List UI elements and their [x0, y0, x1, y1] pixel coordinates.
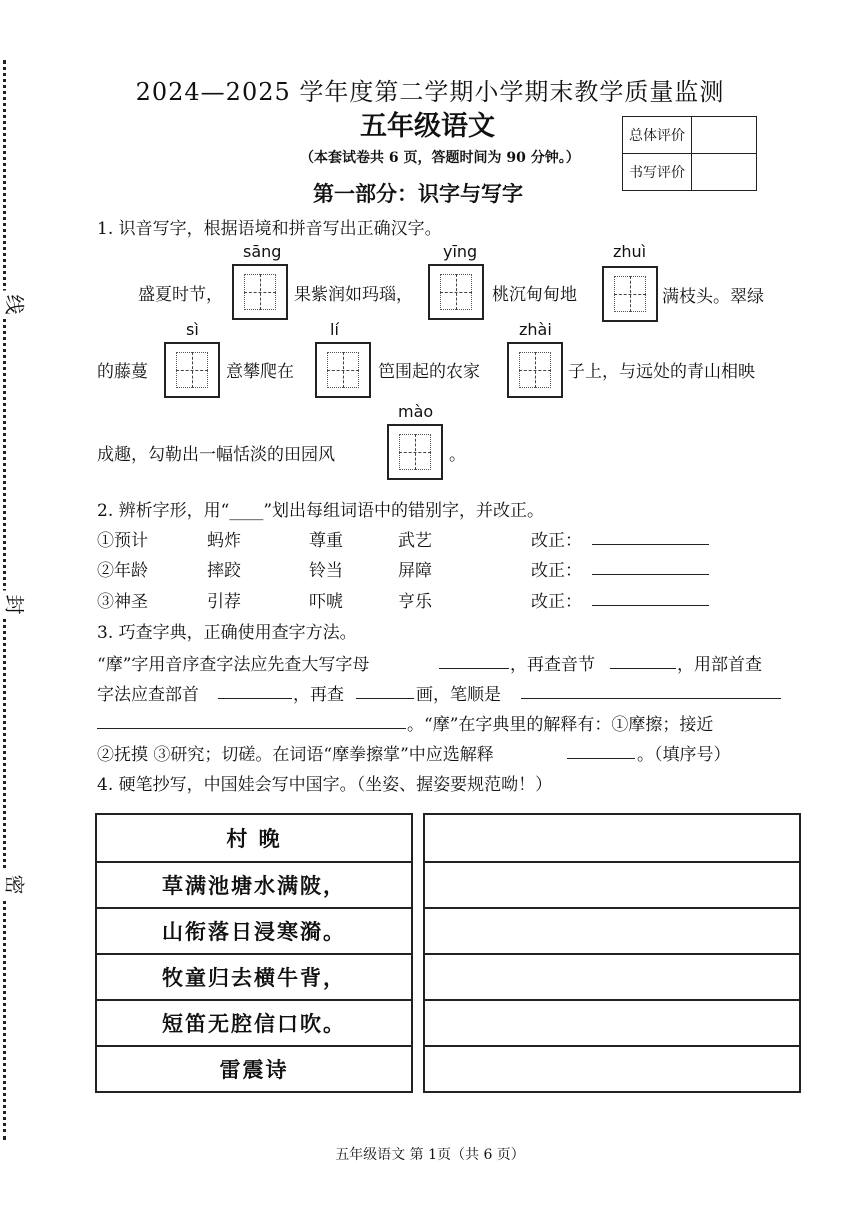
copy-row-1[interactable] — [425, 815, 799, 861]
grading-value-writing[interactable] — [692, 154, 757, 191]
q1-text-6: 意攀爬在 — [226, 362, 294, 382]
q1-text-7: 笆围起的农家 — [378, 362, 480, 382]
q3-stroke-order-blank[interactable] — [521, 680, 781, 699]
grading-value-overall[interactable] — [692, 117, 757, 154]
copy-row-4[interactable] — [425, 953, 799, 999]
poem-author: 雷震诗 — [97, 1045, 411, 1091]
q2-row3-word2: 引荐 — [207, 592, 241, 612]
poem-line-4: 短笛无腔信口吹。 — [97, 999, 411, 1045]
exam-note: （本套试卷共 6 页，答题时间为 90 分钟。） — [300, 150, 580, 166]
pinyin-sang: sāng — [243, 242, 282, 261]
q2-row3-word3: 吓唬 — [309, 592, 343, 612]
grading-label-overall: 总体评价 — [623, 117, 692, 154]
q1-text-9: 成趣，勾勒出一幅恬淡的田园风 — [97, 445, 335, 465]
q3-line1-c: ，用部首查 — [677, 655, 762, 675]
q2-row1-word3: 尊重 — [309, 531, 343, 551]
q3-meaning-blank[interactable] — [567, 740, 635, 759]
q2-row2-fix-label: 改正： — [531, 561, 582, 581]
q3-syllable-blank[interactable] — [610, 650, 676, 669]
q3-line4-a: ②抚摸 ③研究；切磋。在词语“摩拳擦掌”中应选解释 — [97, 745, 494, 765]
q1-text-8: 子上，与远处的青山相映 — [568, 362, 755, 382]
char-box-si[interactable] — [164, 342, 220, 398]
poem-title: 村 晚 — [226, 826, 282, 851]
q4-prompt: 4. 硬笔抄写，中国娃会写中国字。（坐姿、握姿要规范呦！） — [97, 775, 553, 795]
side-mark-feng: 封 — [2, 591, 31, 619]
q3-line4-b: 。（填序号） — [637, 745, 731, 765]
q2-row3-fix-label: 改正： — [531, 592, 582, 612]
q3-letter-blank[interactable] — [439, 650, 509, 669]
q3-line3: 。“摩”在字典里的解释有：①摩擦；接近 — [407, 715, 714, 735]
pinyin-li: lí — [330, 320, 339, 339]
char-box-mao[interactable] — [387, 424, 443, 480]
poem-line-3: 牧童归去横牛背， — [97, 953, 411, 999]
q2-row2-fix-blank[interactable] — [592, 556, 709, 575]
char-box-zhai[interactable] — [507, 342, 563, 398]
q2-row2-word4: 屏障 — [398, 561, 432, 581]
q1-text-2: 果紫润如玛瑙， — [294, 285, 413, 305]
q1-text-5: 的藤蔓 — [97, 362, 148, 382]
pinyin-si: sì — [186, 320, 199, 339]
q2-row1-word2: 蚂炸 — [207, 531, 241, 551]
q3-line2-a: 字法应查部首 — [97, 685, 199, 705]
grading-table — [622, 116, 757, 191]
grading-label-writing: 书写评价 — [623, 154, 692, 191]
q2-row3-fix-blank[interactable] — [592, 587, 709, 606]
copy-writing-area — [423, 813, 801, 1093]
copy-row-3[interactable] — [425, 907, 799, 953]
q1-text-1: 盛夏时节， — [138, 285, 223, 305]
copy-row-6[interactable] — [425, 1045, 799, 1091]
q1-prompt: 1. 识音写字，根据语境和拼音写出正确汉字。 — [97, 219, 442, 239]
q2-row3-word1: ③神圣 — [97, 592, 148, 612]
part1-title: 第一部分：识字与写字 — [313, 182, 523, 206]
q2-row1-word4: 武艺 — [398, 531, 432, 551]
q2-row1-fix-blank[interactable] — [592, 526, 709, 545]
q2-row1-word1: ①预计 — [97, 531, 148, 551]
q2-row2-word1: ②年龄 — [97, 561, 148, 581]
page-footer: 五年级语文 第 1页（共 6 页） — [335, 1147, 525, 1163]
pinyin-zhai: zhài — [519, 320, 552, 339]
side-mark-mi: 密 — [2, 871, 31, 899]
side-mark-xian: 线 — [2, 291, 31, 319]
exam-title: 2024—2025 学年度第二学期小学期末教学质量监测 — [135, 78, 725, 106]
q2-row2-word2: 摔跤 — [207, 561, 241, 581]
poem-line-2: 山衔落日浸寒漪。 — [97, 907, 411, 953]
q3-line1-b: ，再查音节 — [510, 655, 595, 675]
q3-strokes-blank[interactable] — [356, 680, 414, 699]
pinyin-zhui: zhuì — [613, 242, 647, 261]
q3-prompt: 3. 巧查字典，正确使用查字方法。 — [97, 623, 357, 643]
poem-table — [95, 813, 413, 1093]
q3-line2-b: ，再查 — [293, 685, 344, 705]
q3-line1-a: “摩”字用音序查字法应先查大写字母 — [97, 655, 370, 675]
copy-row-5[interactable] — [425, 999, 799, 1045]
char-box-li[interactable] — [315, 342, 371, 398]
char-box-zhui[interactable] — [602, 266, 658, 322]
pinyin-mao: mào — [398, 402, 434, 421]
q1-text-3: 桃沉甸甸地 — [492, 285, 577, 305]
exam-subject: 五年级语文 — [360, 111, 495, 142]
q2-row2-word3: 铃当 — [309, 561, 343, 581]
q1-text-4: 满枝头。翠绿 — [662, 287, 764, 307]
q2-row1-fix-label: 改正： — [531, 531, 582, 551]
q2-prompt: 2. 辨析字形，用“____”划出每组词语中的错别字，并改正。 — [97, 501, 545, 521]
q3-radical-blank[interactable] — [218, 680, 292, 699]
q1-text-10: 。 — [449, 445, 466, 465]
char-box-ying[interactable] — [428, 264, 484, 320]
copy-row-2[interactable] — [425, 861, 799, 907]
q3-line2-c: 画，笔顺是 — [416, 685, 501, 705]
pinyin-ying: yīng — [443, 242, 478, 261]
poem-line-1: 草满池塘水满陂， — [97, 861, 411, 907]
char-box-sang[interactable] — [232, 264, 288, 320]
q3-stroke-order-blank-cont[interactable] — [97, 710, 406, 729]
q2-row3-word4: 亨乐 — [398, 592, 432, 612]
